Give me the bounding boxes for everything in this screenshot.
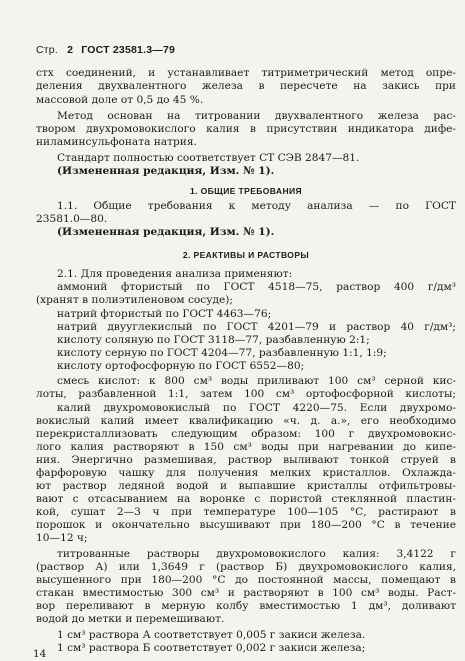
text-line: кой, сушат 2—3 ч при температуре 100—105 °С, растирают в <box>36 506 456 518</box>
text-line: водой до метки и перемешивают. <box>36 613 225 625</box>
text-line: 1 см³ раствора А соответствует 0,005 г закиси железа. <box>57 629 366 641</box>
page-number: 14 <box>33 648 47 660</box>
text-line: титрованные растворы двухромовокислого калия: 3,4122 г <box>57 548 456 560</box>
text-line: деления двухвалентного железа в пересчете на закись при <box>36 80 456 92</box>
text-line: ют раствор ледяной водой и выпавшие кристаллы отфильтровы- <box>36 480 456 492</box>
section-heading-reagents: 2. РЕАКТИВЫ И РАСТВОРЫ <box>182 250 310 260</box>
text-line: натрий двууглекислый по ГОСТ 4201—79 и раствор 40 г/дм³; <box>57 321 456 333</box>
text-line: 23581.0—80. <box>36 213 108 225</box>
text-line: смесь кислот: к 800 см³ воды приливают 100 см³ серной кис- <box>57 375 456 387</box>
text-line: кислоту серную по ГОСТ 4204—77, разбавленную 1:1, 1:9; <box>57 347 387 359</box>
text-line: кислоту соляную по ГОСТ 3118—77, разбавленную 2:1; <box>57 334 370 346</box>
text-line: 10—12 ч; <box>36 532 88 544</box>
page-header <box>36 44 175 56</box>
text-line: Стандарт полностью соответствует СТ СЭВ 2847—81. <box>57 152 360 164</box>
text-line: фарфоровую чашку для получения мелких кристаллов. Охлажда- <box>36 467 456 479</box>
header-page: 2 <box>67 44 74 56</box>
text-line: стакан вместимостью 300 см³ и растворяют в 100 см³ воды. Раст- <box>36 587 456 599</box>
text-line: вают с отсасыванием на воронке с пористой стеклянной пластин- <box>36 493 456 505</box>
text-line: (Измененная редакция, Изм. № 1). <box>57 226 275 238</box>
text-line: аммоний фтористый по ГОСТ 4518—75, раствор 400 г/дм³ <box>57 281 456 293</box>
text-line: 2.1. Для проведения анализа применяют: <box>57 268 293 280</box>
text-line: (Измененная редакция, Изм. № 1). <box>57 165 275 177</box>
text-line: кислоту ортофосфорную по ГОСТ 6552—80; <box>57 360 305 372</box>
header-doc-code: ГОСТ 23581.3—79 <box>81 44 176 56</box>
text-line: Метод основан на титровании двухвалентного железа рас- <box>57 110 456 122</box>
text-line: лоты, разбавленной 1:1, затем 100 см³ ортофосфорной кислоты; <box>36 388 456 400</box>
text-line: вор переливают в мерную колбу вместимостью 1 дм³, доливают <box>36 600 456 612</box>
text-line: порошок и окончательно высушивают при 180—200 °С в течение <box>36 519 456 531</box>
text-line: ниламинсульфоната натрия. <box>36 136 197 148</box>
text-line: стх соединений, и устанавливает титриметрический метод опре- <box>36 67 456 79</box>
text-line: перекристаллизовать следующим образом: 100 г двухромовокис- <box>36 428 456 440</box>
text-line: лого калия растворяют в 150 см³ воды при нагревании до кипе- <box>36 441 456 453</box>
text-line: твором двухромовокислого калия в присутствии индикатора дифе- <box>36 123 456 135</box>
section-heading-general: 1. ОБЩИЕ ТРЕБОВАНИЯ <box>189 186 303 196</box>
text-line: (раствор А) или 1,3649 г (раствор Б) двухромовокислого калия, <box>36 561 456 573</box>
text-line: 1.1. Общие требования к методу анализа — по ГОСТ <box>57 200 456 212</box>
text-line: 1 см³ раствора Б соответствует 0,002 г закиси железа; <box>57 642 366 654</box>
header-label: Стр. <box>36 44 58 56</box>
text-line: массовой доле от 0,5 до 45 %. <box>36 94 204 106</box>
text-line: натрий фтористый по ГОСТ 4463—76; <box>57 308 272 320</box>
text-line: вокислый калий имеет квалификацию «ч. д. а.», его необходимо <box>36 415 456 427</box>
text-line: (хранят в полиэтиленовом сосуде); <box>36 294 233 306</box>
text-line: ния. Энергично размешивая, раствор выливают тонкой струей в <box>36 454 456 466</box>
text-line: калий двухромовокислый по ГОСТ 4220—75. Если двухромо- <box>57 402 456 414</box>
text-line: высушенного при 180—200 °С до постоянной массы, помещают в <box>36 574 456 586</box>
